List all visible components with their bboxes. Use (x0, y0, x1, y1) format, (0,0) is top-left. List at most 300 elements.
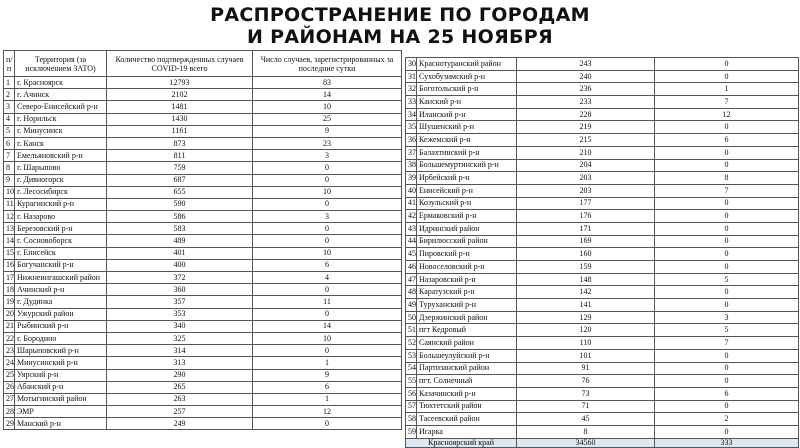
territory-name: Краснотуранский район (417, 58, 517, 71)
cases-day: 0 (655, 121, 799, 134)
title-line-2: И РАЙОНАМ НА 25 НОЯБРЯ (247, 26, 553, 48)
territory-name: Большеулуйский р-н (417, 349, 517, 362)
territory-name: Пировский р-н (417, 248, 517, 261)
table-row (4, 186, 402, 198)
cases-day: 0 (253, 235, 402, 247)
table-row (4, 211, 402, 223)
territory-name: Саянский район (417, 337, 517, 350)
table-row (406, 70, 799, 83)
cases-day: 0 (655, 261, 799, 274)
row-num: 53 (406, 349, 417, 362)
row-num: 39 (406, 172, 417, 185)
cases-total: 142 (517, 286, 655, 299)
territory-name: Балахтинский р-н (417, 146, 517, 159)
table-header-row (4, 51, 402, 77)
territory-name: Канский р-н (417, 96, 517, 109)
territory-name: г. Енисейск (15, 247, 107, 259)
row-num: 38 (406, 159, 417, 172)
territory-name: Абанский р-н (15, 381, 107, 393)
table-row (4, 418, 402, 430)
title-line-1: РАСПРОСТРАНЕНИЕ ПО ГОРОДАМ (210, 4, 590, 26)
row-num: 46 (406, 261, 417, 274)
cases-total: 243 (517, 58, 655, 71)
cases-total: 655 (107, 186, 253, 198)
territory-name: Каратузский р-н (417, 286, 517, 299)
cases-day: 0 (655, 210, 799, 223)
table-row (4, 162, 402, 174)
territory-name: Шушенский р-н (417, 121, 517, 134)
cases-total: 325 (107, 332, 253, 344)
table-row (4, 393, 402, 405)
row-num: 37 (406, 146, 417, 159)
row-num: 15 (4, 247, 15, 259)
territory-name: Ирбейский р-н (417, 172, 517, 185)
cases-day: 0 (655, 58, 799, 71)
table-row (406, 235, 799, 248)
row-num: 12 (4, 211, 15, 223)
cases-total: 1430 (107, 113, 253, 125)
right-table (405, 57, 799, 448)
cases-day: 7 (655, 337, 799, 350)
header-num: п/п (4, 51, 15, 77)
cases-total: 357 (107, 296, 253, 308)
total-cases: 34560 (517, 438, 655, 447)
cases-total: 12793 (107, 77, 253, 89)
cases-total: 263 (107, 393, 253, 405)
table-row (406, 108, 799, 121)
cases-day: 0 (655, 235, 799, 248)
cases-day: 7 (655, 184, 799, 197)
cases-total: 257 (107, 406, 253, 418)
table-row (406, 172, 799, 185)
cases-total: 265 (107, 381, 253, 393)
cases-day: 12 (655, 108, 799, 121)
cases-day: 0 (655, 70, 799, 83)
row-num: 5 (4, 125, 15, 137)
cases-total: 1161 (107, 125, 253, 137)
cases-total: 353 (107, 308, 253, 320)
row-num: 59 (406, 425, 417, 438)
total-label: Красноярский край (406, 438, 517, 447)
cases-day: 3 (253, 211, 402, 223)
cases-day: 5 (655, 273, 799, 286)
table-row (406, 210, 799, 223)
territory-name: Курагинский р-н (15, 198, 107, 210)
row-num: 41 (406, 197, 417, 210)
territory-name: пгт Кедровый (417, 324, 517, 337)
cases-total: 160 (517, 248, 655, 261)
territory-name: Северо-Енисейский р-н (15, 101, 107, 113)
row-num: 8 (4, 162, 15, 174)
table-row (4, 320, 402, 332)
table-row (4, 89, 402, 101)
cases-total: 141 (517, 299, 655, 312)
row-num: 13 (4, 223, 15, 235)
table-row (406, 425, 799, 438)
cases-total: 129 (517, 311, 655, 324)
row-num: 21 (4, 320, 15, 332)
cases-total: 586 (107, 211, 253, 223)
territory-name: Березовский р-н (15, 223, 107, 235)
cases-day: 2 (655, 413, 799, 426)
row-num: 23 (4, 345, 15, 357)
cases-total: 873 (107, 137, 253, 149)
table-row (406, 400, 799, 413)
cases-total: 101 (517, 349, 655, 362)
cases-day: 25 (253, 113, 402, 125)
table-row (406, 362, 799, 375)
row-num: 56 (406, 387, 417, 400)
territory-name: Ермаковский р-н (417, 210, 517, 223)
cases-day: 3 (253, 150, 402, 162)
row-num: 42 (406, 210, 417, 223)
row-num: 19 (4, 296, 15, 308)
cases-day: 1 (253, 393, 402, 405)
cases-day: 0 (655, 362, 799, 375)
cases-total: 177 (517, 197, 655, 210)
table-row (406, 299, 799, 312)
table-row (406, 375, 799, 388)
cases-total: 236 (517, 83, 655, 96)
cases-total: 1481 (107, 101, 253, 113)
territory-name: Игарка (417, 425, 517, 438)
table-row (4, 272, 402, 284)
table-row (4, 113, 402, 125)
cases-day: 6 (655, 387, 799, 400)
cases-day: 1 (253, 357, 402, 369)
cases-total: 249 (107, 418, 253, 430)
cases-day: 0 (655, 222, 799, 235)
territory-name: Минусинский р-н (15, 357, 107, 369)
cases-total: 110 (517, 337, 655, 350)
cases-day: 0 (655, 146, 799, 159)
row-num: 45 (406, 248, 417, 261)
page-title (0, 4, 800, 48)
territory-name: Нижнеингашский район (15, 272, 107, 284)
territory-name: Иланский р-н (417, 108, 517, 121)
table-row (406, 134, 799, 147)
cases-total: 811 (107, 150, 253, 162)
row-num: 29 (4, 418, 15, 430)
territory-name: Манский р-н (15, 418, 107, 430)
table-row (406, 184, 799, 197)
table-row (4, 198, 402, 210)
cases-day: 9 (253, 125, 402, 137)
cases-total: 759 (107, 162, 253, 174)
table-row (406, 222, 799, 235)
row-num: 50 (406, 311, 417, 324)
cases-day: 10 (253, 101, 402, 113)
row-num: 30 (406, 58, 417, 71)
territory-name: Боготольский р-н (417, 83, 517, 96)
cases-day: 5 (655, 324, 799, 337)
table-row (406, 58, 799, 71)
cases-total: 290 (107, 369, 253, 381)
table-row (4, 369, 402, 381)
table-row (4, 381, 402, 393)
row-num: 57 (406, 400, 417, 413)
row-num: 54 (406, 362, 417, 375)
cases-day: 0 (655, 349, 799, 362)
row-num: 9 (4, 174, 15, 186)
cases-day: 0 (253, 284, 402, 296)
table-row (406, 96, 799, 109)
cases-total: 203 (517, 184, 655, 197)
header-cases-day: Число случаев, зарегистрированных за последние сутки (253, 51, 402, 77)
territory-name: г. Канск (15, 137, 107, 149)
cases-total: 489 (107, 235, 253, 247)
table-row (4, 150, 402, 162)
total-row (406, 438, 799, 447)
table-row (4, 235, 402, 247)
cases-day: 14 (253, 89, 402, 101)
table-row (406, 159, 799, 172)
row-num: 27 (4, 393, 15, 405)
table-row (406, 248, 799, 261)
cases-day: 0 (655, 159, 799, 172)
cases-day: 10 (253, 186, 402, 198)
cases-day: 3 (655, 311, 799, 324)
cases-day: 0 (253, 223, 402, 235)
table-row (4, 284, 402, 296)
territory-name: пгт. Солнечный (417, 375, 517, 388)
table-row (4, 77, 402, 89)
row-num: 34 (406, 108, 417, 121)
territory-name: г. Бородино (15, 332, 107, 344)
cases-day: 10 (253, 247, 402, 259)
total-cases-day: 333 (655, 438, 799, 447)
row-num: 44 (406, 235, 417, 248)
header-territory: Территория (за исключением ЗАТО) (15, 51, 107, 77)
cases-total: 340 (107, 320, 253, 332)
cases-day: 0 (253, 308, 402, 320)
cases-total: 171 (517, 222, 655, 235)
table-row (4, 223, 402, 235)
cases-total: 400 (107, 259, 253, 271)
cases-total: 313 (107, 357, 253, 369)
row-num: 25 (4, 369, 15, 381)
row-num: 40 (406, 184, 417, 197)
row-num: 49 (406, 299, 417, 312)
cases-day: 0 (655, 400, 799, 413)
cases-total: 73 (517, 387, 655, 400)
table-row (4, 332, 402, 344)
territory-name: г. Дивногорск (15, 174, 107, 186)
table-row (4, 357, 402, 369)
territory-name: Енисейский р-н (417, 184, 517, 197)
cases-day: 1 (655, 83, 799, 96)
cases-total: 590 (107, 198, 253, 210)
cases-total: 71 (517, 400, 655, 413)
cases-total: 169 (517, 235, 655, 248)
cases-total: 210 (517, 146, 655, 159)
cases-total: 219 (517, 121, 655, 134)
cases-total: 8 (517, 425, 655, 438)
territory-name: Бирилюсский район (417, 235, 517, 248)
territory-name: Сухобузимский р-н (417, 70, 517, 83)
territory-name: Мотыгинский район (15, 393, 107, 405)
territory-name: Емельяновский р-н (15, 150, 107, 162)
cases-day: 10 (253, 332, 402, 344)
table-row (406, 146, 799, 159)
table-row (4, 296, 402, 308)
territory-name: Шарыповский р-н (15, 345, 107, 357)
cases-day: 83 (253, 77, 402, 89)
table-row (406, 121, 799, 134)
row-num: 11 (4, 198, 15, 210)
row-num: 10 (4, 186, 15, 198)
cases-day: 23 (253, 137, 402, 149)
cases-day: 0 (655, 299, 799, 312)
table-row (4, 259, 402, 271)
territory-name: г. Норильск (15, 113, 107, 125)
row-num: 17 (4, 272, 15, 284)
row-num: 31 (406, 70, 417, 83)
row-num: 48 (406, 286, 417, 299)
cases-total: 203 (517, 172, 655, 185)
cases-day: 0 (655, 286, 799, 299)
cases-day: 4 (253, 272, 402, 284)
row-num: 33 (406, 96, 417, 109)
row-num: 51 (406, 324, 417, 337)
territory-name: г. Дудинка (15, 296, 107, 308)
row-num: 20 (4, 308, 15, 320)
cases-total: 2102 (107, 89, 253, 101)
table-row (4, 308, 402, 320)
territory-name: Ачинский р-н (15, 284, 107, 296)
row-num: 24 (4, 357, 15, 369)
territory-name: Новоселовский р-н (417, 261, 517, 274)
row-num: 36 (406, 134, 417, 147)
cases-total: 687 (107, 174, 253, 186)
territory-name: Ужурский район (15, 308, 107, 320)
territory-name: Козульский р-н (417, 197, 517, 210)
table-row (4, 247, 402, 259)
cases-total: 215 (517, 134, 655, 147)
cases-total: 91 (517, 362, 655, 375)
territory-name: Назаровский р-н (417, 273, 517, 286)
table-row (4, 125, 402, 137)
cases-day: 0 (655, 248, 799, 261)
table-row (4, 101, 402, 113)
table-row (406, 337, 799, 350)
cases-total: 120 (517, 324, 655, 337)
row-num: 58 (406, 413, 417, 426)
cases-total: 233 (517, 96, 655, 109)
left-table (3, 50, 402, 430)
row-num: 2 (4, 89, 15, 101)
table-row (406, 413, 799, 426)
cases-day: 0 (655, 197, 799, 210)
row-num: 16 (4, 259, 15, 271)
table-row (406, 197, 799, 210)
territory-name: Кежемский р-н (417, 134, 517, 147)
cases-day: 6 (253, 259, 402, 271)
territory-name: Казачинский р-н (417, 387, 517, 400)
territory-name: г. Сосновоборск (15, 235, 107, 247)
row-num: 32 (406, 83, 417, 96)
territory-name: г. Ачинск (15, 89, 107, 101)
cases-day: 0 (253, 345, 402, 357)
territory-name: Тасеевский район (417, 413, 517, 426)
cases-day: 11 (253, 296, 402, 308)
cases-total: 240 (517, 70, 655, 83)
territory-name: г. Шарыпово (15, 162, 107, 174)
table-row (406, 311, 799, 324)
cases-day: 12 (253, 406, 402, 418)
territory-name: Уярский р-н (15, 369, 107, 381)
territory-name: г. Лесосибирск (15, 186, 107, 198)
row-num: 47 (406, 273, 417, 286)
cases-day: 0 (655, 425, 799, 438)
territory-name: Богучанский р-н (15, 259, 107, 271)
row-num: 52 (406, 337, 417, 350)
territory-name: Большемуртинский р-н (417, 159, 517, 172)
table-row (4, 137, 402, 149)
cases-day: 0 (253, 174, 402, 186)
row-num: 55 (406, 375, 417, 388)
header-cases-total: Количество подтвержденных случаев COVID-19 всего (107, 51, 253, 77)
cases-day: 0 (655, 375, 799, 388)
territory-name: Идринский район (417, 222, 517, 235)
row-num: 26 (4, 381, 15, 393)
table-row (4, 406, 402, 418)
row-num: 1 (4, 77, 15, 89)
cases-day: 9 (253, 369, 402, 381)
cases-total: 360 (107, 284, 253, 296)
territory-name: г. Минусинск (15, 125, 107, 137)
cases-day: 14 (253, 320, 402, 332)
territory-name: г. Красноярск (15, 77, 107, 89)
table-row (406, 261, 799, 274)
cases-total: 176 (517, 210, 655, 223)
row-num: 14 (4, 235, 15, 247)
table-row (406, 324, 799, 337)
cases-day: 6 (253, 381, 402, 393)
cases-total: 204 (517, 159, 655, 172)
cases-total: 401 (107, 247, 253, 259)
row-num: 7 (4, 150, 15, 162)
cases-day: 6 (655, 134, 799, 147)
territory-name: ЭМР (15, 406, 107, 418)
table-row (406, 387, 799, 400)
cases-total: 45 (517, 413, 655, 426)
territory-name: Тюхтетский район (417, 400, 517, 413)
row-num: 3 (4, 101, 15, 113)
row-num: 18 (4, 284, 15, 296)
cases-day: 7 (655, 96, 799, 109)
cases-day: 0 (253, 418, 402, 430)
territory-name: Партизанский район (417, 362, 517, 375)
territory-name: Туруханский р-н (417, 299, 517, 312)
table-row (406, 273, 799, 286)
row-num: 22 (4, 332, 15, 344)
territory-name: Рыбинский р-н (15, 320, 107, 332)
table-row (4, 345, 402, 357)
row-num: 4 (4, 113, 15, 125)
cases-total: 76 (517, 375, 655, 388)
cases-day: 8 (655, 172, 799, 185)
territory-name: Дзержинский район (417, 311, 517, 324)
table-row (406, 83, 799, 96)
row-num: 35 (406, 121, 417, 134)
cases-day: 0 (253, 162, 402, 174)
table-row (406, 286, 799, 299)
cases-total: 314 (107, 345, 253, 357)
cases-total: 159 (517, 261, 655, 274)
table-row (4, 174, 402, 186)
table-row (406, 349, 799, 362)
